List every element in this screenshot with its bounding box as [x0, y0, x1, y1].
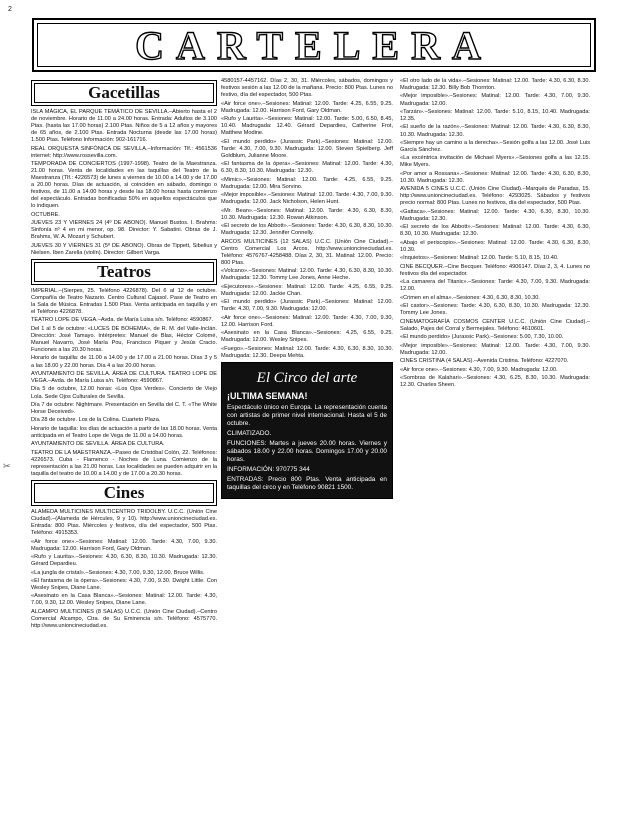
listing-item: JUEVES 30 Y VIERNES 31 (5º DE ABONO). Obras de Tippett, Sibelius y Nielsen. Iben Zarella (violín). Director: Gilbert Varga.	[31, 242, 217, 256]
teatros-listings	[31, 288, 217, 478]
section-title: Gacetillas	[88, 83, 160, 102]
circus-advertisement	[221, 362, 393, 499]
listing-item: CINEMATOGRAFÍA COSMOS CENTER U.C.C. (Unión Cine Ciudad).–Salado, Pajes del Corral y Bermejales. Teléfono: 4610601.	[400, 318, 590, 332]
listing-item: TEATRO LOPE DE VEGA.–Avda. de María Luisa s/n. Teléfono: 4590867.	[31, 317, 214, 324]
listing-item: AYUNTAMIENTO DE SEVILLA. ÁREA DE CULTURA. TEATRO LOPE DE VEGA.–Avda. de María Luisa s/n. Teléfono: 4590867.	[31, 370, 217, 385]
scissors-mark-icon: ✂	[3, 461, 11, 471]
listing-item: «La jungla de cristal».–Sesiones: 4.30, 7.00, 9.30, 12.00. Bruce Willis.	[31, 569, 205, 576]
cinema-listings	[221, 78, 393, 360]
listing-item: ALAMEDA MULTICINES MULTICENTRO TRIDOLBY. U.C.C. (Unión Cine Ciudad).–(Alameda de Hércules, 9 y 10). http://www.unioncineciudad.es. Entrada: 800 Ptas. Miércoles y festivos, día del espectador, 500 Ptas. Teléfono: 4915353.	[31, 508, 217, 537]
listing-item: TEMPORADA DE CONCIERTOS (1997-1998). Teatro de la Maestranza. 21.00 horas. Venta de localidades en las taquillas del Teatro de la Maestranza (Tlf.: 4226573) de lunes a viernes de 10.00 a 14.00 y de 17.00 a 20.00 horas. Días de actuación, si coinciden en sábado, domingo o festivos, de 11.00 a 14.00 horas y desde las 18.00 horas hasta comienzo del espectáculo. Entradas bonificadas 50% en aquellos espectáculos que lo indiquen.	[31, 161, 217, 210]
listing-item: «Crimen en el alma».–Sesiones: 4.30, 6.30, 8.30, 10.30.	[400, 294, 540, 301]
cinema-listings	[400, 78, 590, 389]
column-2	[221, 78, 393, 818]
listing-item: «Volcano».–Sesiones: Matinal: 12.00. Tarde: 4.30, 6.30, 8.30, 10.30. Madrugada: 12.30. Tommy Lee Jones, Anne Heche.	[221, 268, 393, 282]
listing-item: «Abajo el periscopio».–Sesiones: Matinal: 12.00. Tarde: 4.30, 6.30, 8.30, 10.30.	[400, 239, 590, 253]
listing-item: «Por amor a Rossana».–Sesiones: Matinal: 12.00. Tarde: 4.30, 6.30, 8.30, 10.30. Madrugada: 12.30.	[400, 170, 590, 184]
listing-item: AVENIDA 5 CINES U.C.C. (Unión Cine Ciudad).–Marqués de Paradas, 15. http://www.unioncineciudad.es. Teléfono: 4293025. Sábados y festivos precio normal: 800 Ptas. Lunes no festivos, día del espectador, 500 Ptas.	[400, 186, 590, 207]
listing-item: AYUNTAMIENTO DE SEVILLA. ÁREA DE CULTURA.	[31, 441, 165, 448]
section-header-cines	[31, 480, 217, 506]
masthead	[32, 18, 596, 72]
ad-line: FUNCIONES: Martes a jueves 20.00 horas. Viernes y sábados 18.00 y 22.00 horas. Domingos 17.00 y 20.00 horas.	[227, 439, 387, 463]
listing-item: «El secreto de los Abbott».–Sesiones: Tarde: 4.30, 6.30, 8.30, 10.30. Madrugada: 12.30. Jennifer Connelly.	[221, 223, 393, 237]
listing-item: Día 7 de octubre: Nightmare. Presentación en Sevilla del C. T. «The White Horse Deceived».	[31, 401, 217, 415]
listing-item: «Air force one».–Sesiones: 4.30, 7.00, 9.30. Madrugada: 12.00.	[400, 366, 558, 373]
section-title: Cines	[103, 482, 145, 502]
listing-item: Horario de taquilla: los días de actuación a partir de las 18.00 horas. Venta anticipada en el Teatro Lope de Vega de 11.00 a 14.00 horas.	[31, 425, 217, 439]
listing-item: «Tarzán».–Sesiones: Matinal: 12.00. Tarde: 5.10, 8.15, 10.40. Madrugada: 12.35.	[400, 108, 590, 123]
listing-item: «Asesinato en la Casa Blanca».–Sesiones: 4.25, 6.55, 9.25. Madrugada: 12.00. Wesley Snipes.	[221, 330, 393, 344]
circus-logo: El Circo del arte	[256, 369, 358, 386]
listing-item: «Air force one».–Sesiones: Matinal: 12.00. Tarde: 4.30, 7.00, 9.30, 12.00. Harrison Ford.	[221, 314, 393, 328]
listing-item: «Ejecutores».–Sesiones: Matinal: 12.00. Tarde: 4.25, 6.55, 9.25. Madrugada: 12.00. Jackie Chan.	[221, 283, 393, 297]
listing-item: JUEVES 23 Y VIERNES 24 (4º DE ABONO). Manuel Bustos. I. Brahms: Sinfonía nº 4 en mi menor, op. 98. Director: Y. Sabatini. Obras de J. Brahms, W. A. Mozart y Schubert.	[31, 220, 217, 241]
listing-item: ARCOS MULTICINES (12 SALAS) U.C.C. (Unión Cine Ciudad).–Centro Comercial Los Arcos. http://www.unioncineciudad.es. Teléfono: 4576767-4258488. Días 2, 30, 31. Matinal: 12.00. Precio: 800 Ptas.	[221, 238, 393, 266]
listing-item: Del 1 al 5 de octubre: «LUCES DE BOHEMIA», de R. M. del Valle-Inclán. Dirección: José Tamayo. Intérpretes: Manuel de Blas, Héctor Colomé, Manuel Navarro, José María Pou, Francisco Piquer y Jesús Cracio. Funciones a las 20.30 horas.	[31, 325, 217, 354]
listing-item: «Fuego».–Sesiones: Matinal: 12.00. Tarde: 4.30, 6.30, 8.30, 10.30. Madrugada: 12.30. Deepa Mehta.	[221, 345, 393, 359]
ad-line: ENTRADAS: Precio 800 Ptas. Venta anticipada en taquillas del circo y en Teléfono 90821 1500.	[227, 475, 387, 491]
listing-item: ALCAMPO MULTICINES (8 SALAS) U.C.C. (Unión Cine Ciudad).–Centro Comercial Alcampo, Ctra. de Su Eminencia s/n. Teléfono: 4575770. http://www.unioncineciudad.es.	[31, 608, 217, 630]
listing-item: «Air force one».–Sesiones: Matinal: 12.00. Tarde: 4.30, 7.00, 9.30. Madrugada: 12.00. Harrison Ford, Gary Oldman.	[31, 538, 217, 552]
listing-item: Día 28 de octubre. Los de la Colina. Cuarteto Plaza.	[31, 417, 161, 424]
listing-item: «El mundo perdido» (Jurassic Park).–Sesiones: Matinal: 12.00. Tarde: 4.30, 7.00, 9.30. Madrugada: 12.00.	[221, 299, 393, 313]
ad-line: Espectáculo único en Europa. La representación cuenta con artistas de primer nivel internacional. Hasta el 5 de octubre.	[227, 403, 387, 427]
listing-item: «El sueño de la razón».–Sesiones: Matinal: 12.00. Tarde: 4.30, 6.30, 8.30, 10.30. Madrugada: 12.30.	[400, 124, 590, 138]
listing-item: «La excéntrica invitación de Michael Myers».–Sesiones golfa a las 12.15. Mike Myers.	[400, 155, 590, 169]
listing-item: «Mejor imposible».–Sesiones: Matinal: 12.00. Tarde: 4.30, 7.00, 9.30. Madrugada: 12.00.	[400, 93, 590, 107]
listing-item: «Mejor imposible».–Sesiones: Matinal: 12.00. Tarde: 4.30, 7.00, 9.30. Madrugada: 12.00.	[400, 342, 590, 356]
ad-headline: ¡ULTIMA SEMANA!	[227, 390, 308, 401]
listing-item: «Mr. Bean».–Sesiones: Matinal: 12.00. Tarde: 4.30, 6.30, 8.30, 10.30. Madrugada: 12.30. Rowan Atkinson.	[221, 207, 393, 221]
section-header-gacetillas	[31, 80, 217, 106]
listing-item: «El castor».–Sesiones: Tarde: 4.30, 6.30, 8.30, 10.30. Madrugada: 12.30. Tommy Lee Jones.	[400, 303, 590, 317]
listing-item: «Sombras de Kalahari».–Sesiones: 4.30, 6.25, 8.30, 10.30. Madrugada: 12.30. Charles Sheen.	[400, 374, 590, 389]
gacetillas-listings	[31, 109, 217, 257]
listing-item: «Siempre hay un camino a la derecha».–Sesión golfa a las 12.00. José Luis García Sánchez.	[400, 139, 590, 153]
listing-item: «Gattaca».–Sesiones: Matinal: 12.00. Tarde: 4.30, 6.30, 8.30, 10.30. Madrugada: 12.30.	[400, 208, 590, 222]
section-header-teatros	[31, 259, 217, 285]
listing-item: «La camarera del Titanic».–Sesiones: Tarde: 4.30, 7.00, 9.30. Madrugada: 12.00.	[400, 279, 590, 293]
listing-item: «Air force one».–Sesiones: Matinal: 12.00. Tarde: 4.25, 6.55, 9.25. Madrugada: 12.00. Harrison Ford, Gary Oldman.	[221, 100, 393, 114]
listing-item: TEATRO DE LA MAESTRANZA.–Paseo de Cristóbal Colón, 22. Teléfonos: 4226573. Cuba - Flamenco - Noches de Luna. Comienzo de la representación a las 21.00 horas. Las localidades se pueden adquirir en la taquilla del teatro de 10.00 a 14.00 y de 17.00 a 20.30 horas.	[31, 449, 217, 477]
cines-listings	[31, 509, 217, 630]
listing-item: Día 5 de octubre, 12.00 horas: «Los Ojos Verdes». Concierto de Viejo Lola. Sede Ojos Culturales de Sevilla.	[31, 386, 217, 400]
listing-item: «El fantasma de la ópera».–Sesiones: 4.30, 7.00, 9.30. Dwight Little. Con Wesley Snipes, Diane Lane.	[31, 577, 217, 591]
listing-item: «Mejor imposible».–Sesiones: Matinal: 12.00. Tarde: 4.30, 7.00, 9.30. Madrugada: 12.00. Jack Nicholson, Helen Hunt.	[221, 192, 393, 206]
ad-line: INFORMACIÓN: 970775 344	[227, 465, 310, 473]
column-1	[31, 78, 217, 818]
listing-item: «El fantasma de la ópera».–Sesiones: Matinal: 12.00. Tarde: 4.30, 6.30, 8.30, 10.30. Madrugada: 12.30.	[221, 161, 393, 175]
listing-item: Horario de taquilla: de 11.00 a 14.00 y de 17.00 a 21.00 horas. Días 3 y 5 a las 18.00 y 22.00 horas. Día 4 a las 20.00 horas.	[31, 355, 217, 369]
listing-item: ISLA MÁGICA, EL PARQUE TEMÁTICO DE SEVILLA.–Abierto hasta el 2 de noviembre. Horario de 11.00 a 24.00 horas. Entrada: Adultos de 3.100 Ptas. (hasta las 17.00 horas) 2.100 Ptas. Niños de 5 a 12 años y mayores de 65 años, de 2.100 Ptas. Entrada Nocturna (desde las 17.00 horas) 1.500 Ptas. Teléfono Información: 902-161716.	[31, 109, 217, 144]
listing-item: «Rufo y Laurita».–Sesiones: Matinal: 12.00. Tarde: 5.00, 6.50, 8.45, 10.40. Madrugada: 12.40. Gérard Depardieu, Catherine Frot, Matthew Modine.	[221, 116, 393, 137]
column-3	[400, 78, 590, 818]
section-title: Teatros	[97, 261, 151, 281]
listing-item: IMPERIAL.–(Sierpes, 25. Teléfono 4226878). Del 6 al 12 de octubre. Compañía de Teatro Nazario. Centro Cultural Cajasol. Pase de Teatro en la Sala de Música. Entradas 1.500 Ptas. Venta anticipada en taquilla y en el Teléfono 4226878.	[31, 287, 217, 316]
listing-item: «Inquietos».–Sesiones: Matinal: 12.00. Tarde: 5.10, 8.15, 10.40.	[400, 255, 559, 262]
page-title: CARTELERA	[135, 22, 493, 68]
listing-item: OCTUBRE.	[31, 211, 60, 218]
listing-item: CINES CRISTINA (4 SALAS).–Avenida Cristina. Teléfono: 4227070.	[400, 358, 569, 365]
listing-item: «Mimic».–Sesiones: Matinal: 12.00. Tarde: 4.25, 6.55, 9.25. Madrugada: 12.00. Mira Sorvino.	[221, 176, 393, 190]
listing-item: «Rufo y Laurita».–Sesiones: 4.30, 6.30, 8.30, 10.30. Madrugada: 12.30. Gérard Depardieu.	[31, 554, 217, 568]
page-number: 2	[8, 6, 12, 13]
listing-item: «El otro lado de la vida».–Sesiones: Matinal: 12.00. Tarde: 4.30, 6.30, 8.30. Madrugada: 12.30. Billy Bob Thornton.	[400, 78, 590, 92]
listing-item: 4580157-4457162. Días 2, 30, 31. Miércoles, sábados, domingos y festivos sesión a las 12.00 de la mañana. Precio: 800 Ptas. Lunes no festivo, día del espectador, 500 Ptas.	[221, 78, 393, 99]
listing-item: «El secreto de los Abbott».–Sesiones: Matinal: 12.00. Tarde: 4.30, 6.30, 8.30, 10.30. Madrugada: 12.30.	[400, 224, 590, 238]
listing-item: CINE BECQUER.–Cine Becquer. Teléfono: 4906147. Días 2, 3, 4. Lunes no festivos día del espectador.	[400, 263, 590, 277]
listing-item: REAL ORQUESTA SINFÓNICA DE SEVILLA.–Información: Tlf.: 4561536 internet: http://www.rossevilla.com.	[31, 145, 217, 159]
ad-line: CLIMATIZADO.	[227, 429, 272, 437]
listing-item: «El mundo perdido» (Jurassic Park).–Sesiones: Matinal: 12.00. Tarde: 4.30, 7.00, 9.30. Madrugada: 12.00. Steven Spielberg. Jeff Goldblum, Julianne Moore.	[221, 138, 393, 159]
listing-item: «Asesinato en la Casa Blanca».–Sesiones: Matinal: 12.00. Tarde: 4.30, 7.00, 9.30, 12.00. Wesley Snipes, Diane Lane.	[31, 593, 217, 607]
listing-item: «El mundo perdido» (Jurassic Park).–Sesiones: 5.00, 7.30, 10.00.	[400, 334, 564, 341]
